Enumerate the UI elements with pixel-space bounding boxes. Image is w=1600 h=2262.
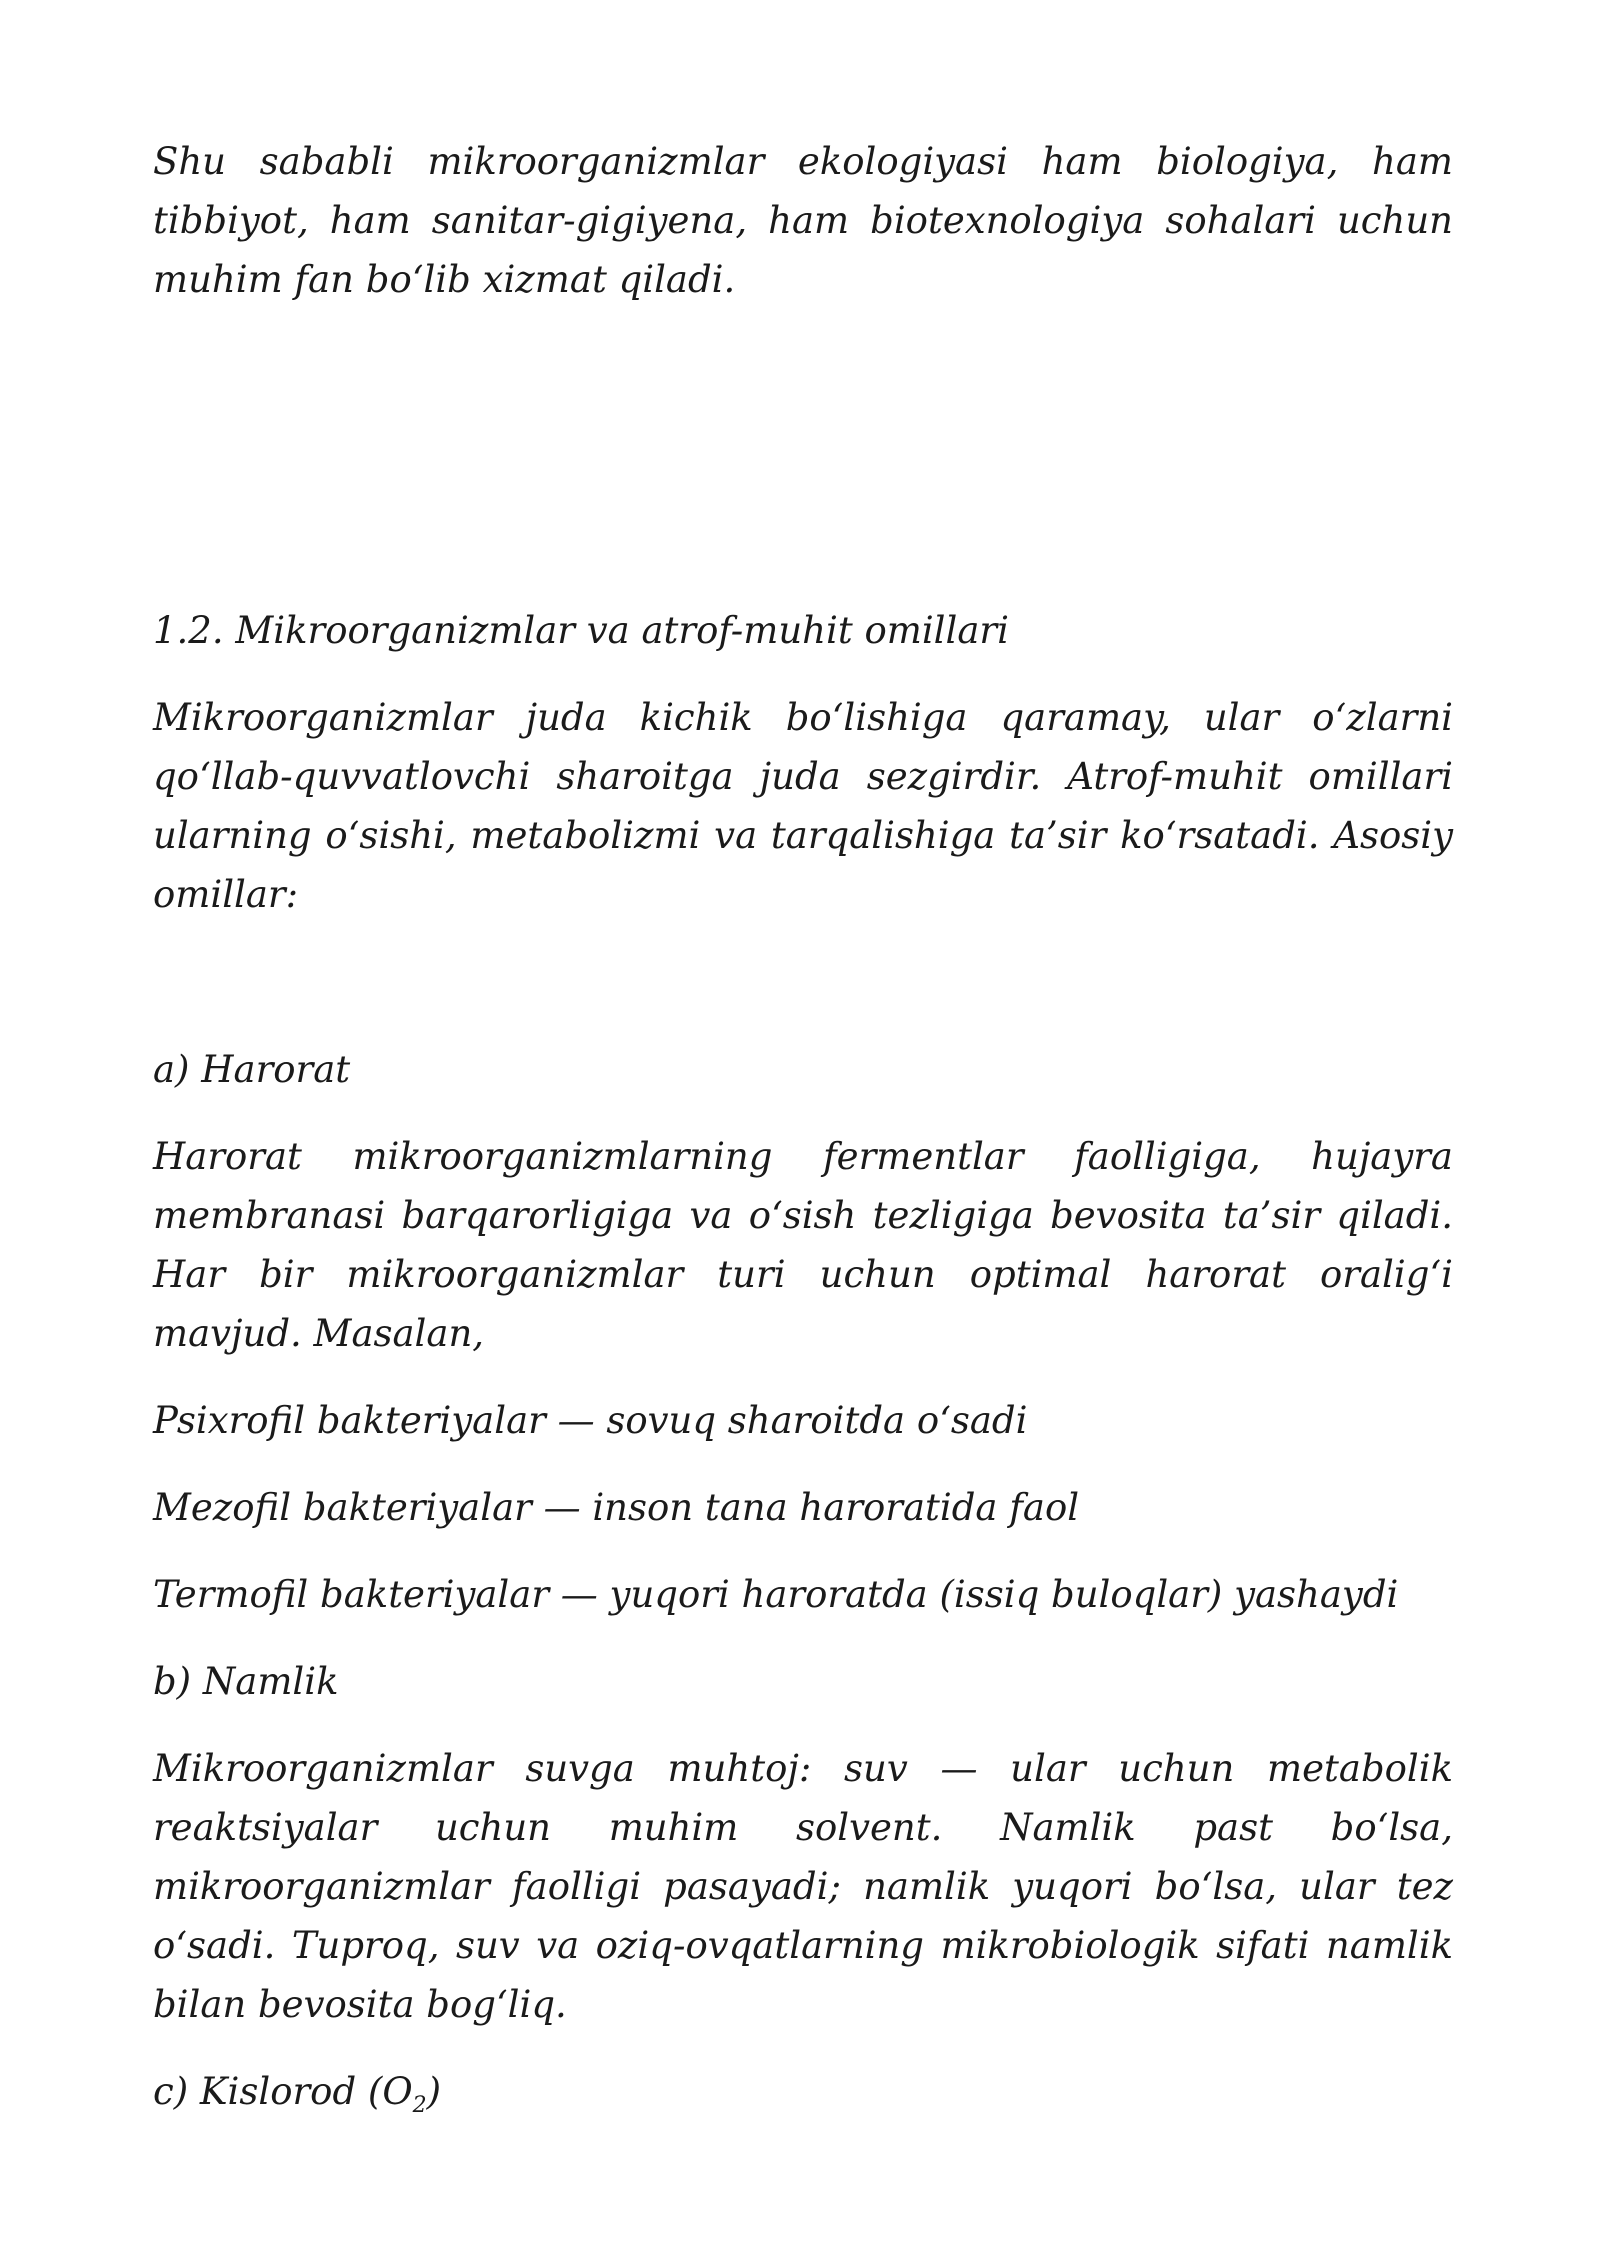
document-page — [153, 132, 1453, 2121]
spacer — [153, 1711, 1453, 1739]
spacer — [153, 924, 1453, 1040]
factor-a-item-termofil: Termofil bakteriyalar — yuqori haroratda (issiq buloqlar) yashaydi — [153, 1573, 1399, 1616]
spacer — [153, 1099, 1453, 1127]
section-heading: 1.2. Mikroorganizmlar va atrof-muhit omillari — [153, 609, 1009, 652]
factor-a-heading: a) Harorat — [153, 1048, 351, 1091]
factor-a-paragraph: Harorat mikroorganizmlarning fermentlar faolligiga, hujayra membranasi barqarorligiga va o‘sish tezligiga bevosita ta’sir qiladi. Har bir mikroorganizmlar turi uchun optimal harorat oralig‘i mavjud. Masalan, — [153, 1135, 1453, 1355]
spacer — [153, 1624, 1453, 1652]
spacer — [153, 1363, 1453, 1391]
factor-b-heading: b) Namlik — [153, 1660, 339, 1703]
factor-c-heading — [153, 2062, 1453, 2121]
spacer — [153, 1537, 1453, 1565]
factor-c-heading-prefix: c) Kislorod (O — [153, 2070, 413, 2113]
factor-a-item-psixrofil: Psixrofil bakteriyalar — sovuq sharoitda o‘sadi — [153, 1399, 1028, 1442]
spacer — [153, 2034, 1453, 2062]
intro-paragraph: Shu sababli mikroorganizmlar ekologiyasi ham biologiya, ham tibbiyot, ham sanitar-gigiyena, ham biotexnologiya sohalari uchun muhim fan bo‘lib xizmat qiladi. — [153, 140, 1453, 301]
spacer — [153, 1450, 1453, 1478]
factor-b-paragraph: Mikroorganizmlar suvga muhtoj: suv — ular uchun metabolik reaktsiyalar uchun muhim solvent. Namlik past bo‘lsa, mikroorganizmlar faolligi pasayadi; namlik yuqori bo‘lsa, ular tez o‘sadi. Tuproq, suv va oziq-ovqatlarning mikrobiologik sifati namlik bilan bevosita bog‘liq. — [153, 1747, 1453, 2026]
factor-a-item-mezofil: Mezofil bakteriyalar — inson tana haroratida faol — [153, 1486, 1080, 1529]
factor-c-heading-subscript: 2 — [412, 2093, 427, 2118]
spacer — [153, 309, 1453, 601]
factor-c-heading-suffix: ) — [426, 2070, 442, 2113]
spacer — [153, 660, 1453, 688]
section-intro-paragraph: Mikroorganizmlar juda kichik bo‘lishiga qaramay, ular o‘zlarni qo‘llab-quvvatlovchi sharoitga juda sezgirdir. Atrof-muhit omillari ularning o‘sishi, metabolizmi va tarqalishiga ta’sir ko‘rsatadi. Asosiy omillar: — [153, 696, 1453, 916]
